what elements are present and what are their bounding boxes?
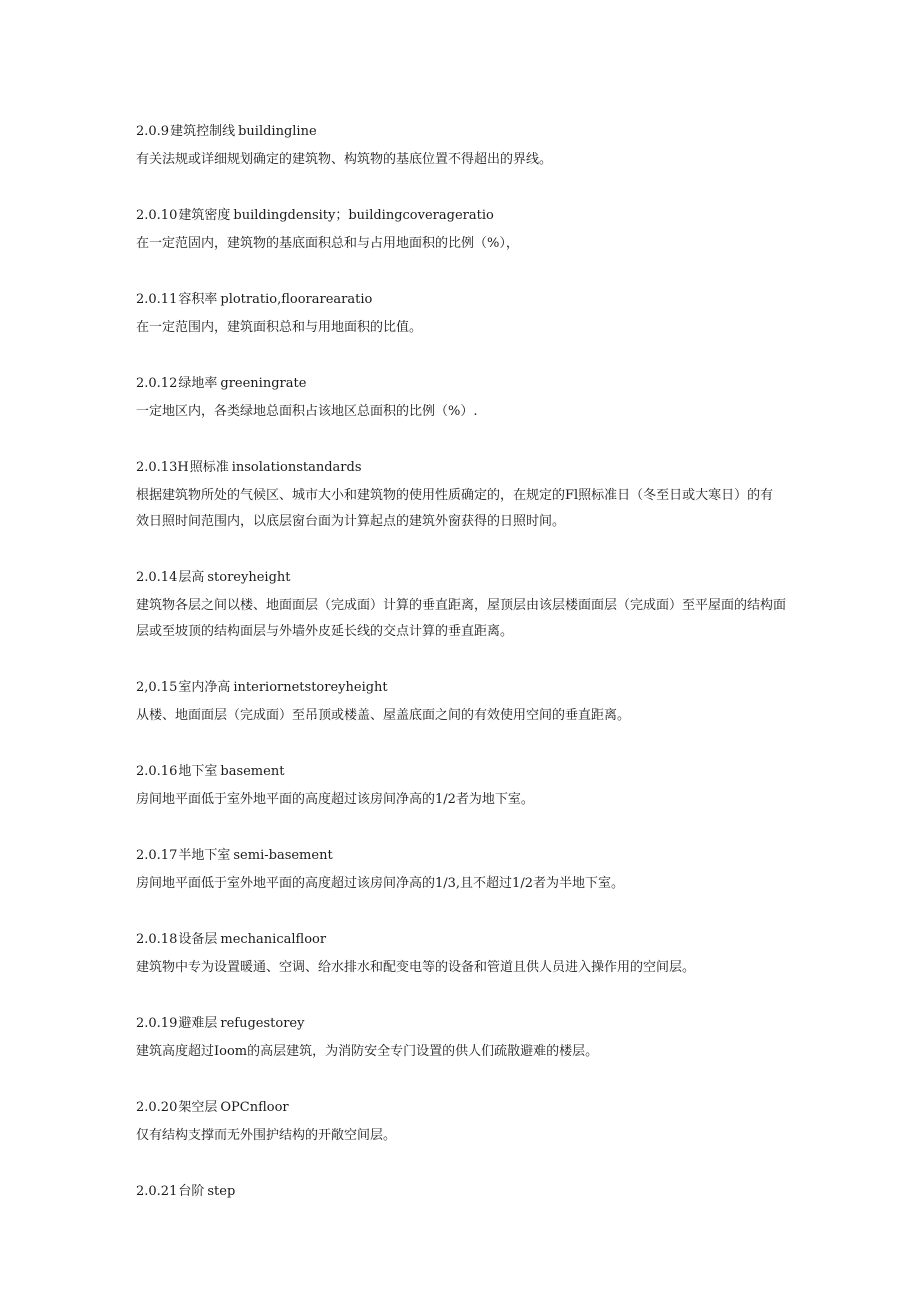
term-heading (136, 930, 786, 950)
term-definition: 仅有结构支撑而无外围护结构的开敞空间层。 (136, 1128, 397, 1143)
term-heading (136, 374, 786, 394)
term-english: storeyheight (207, 570, 291, 585)
term-heading (136, 762, 786, 782)
glossary-entry (136, 846, 786, 897)
term-english: semi-basement (233, 848, 333, 863)
term-number: 2.0.13H (136, 460, 189, 475)
term-heading (136, 122, 786, 142)
glossary-entry (136, 762, 786, 813)
term-definition: 建筑物中专为设置暖通、空调、给水排水和配变电等的设备和管道且供人员进入操作用的空间层。 (136, 960, 696, 975)
term-chinese: 半地下室 (178, 848, 231, 863)
term-english: greeningrate (220, 376, 307, 391)
glossary-entry (136, 458, 786, 535)
glossary-entry (136, 678, 786, 729)
term-chinese: 绿地率 (178, 376, 218, 391)
term-number: 2.0.16 (136, 764, 178, 779)
term-heading (136, 846, 786, 866)
term-chinese: 照标准 (189, 460, 229, 475)
term-definition: 在一定范围内，建筑面积总和与用地面积的比值。 (136, 320, 423, 335)
term-chinese: 建筑密度 (178, 208, 231, 223)
term-english: basement (220, 764, 285, 779)
term-heading (136, 1182, 786, 1202)
glossary-entry (136, 1182, 786, 1202)
term-number: 2.0.14 (136, 570, 178, 585)
glossary-entry (136, 374, 786, 425)
term-english: step (207, 1184, 236, 1199)
term-chinese: 台阶 (178, 1184, 205, 1199)
term-heading (136, 458, 786, 478)
term-number: 2.0.17 (136, 848, 178, 863)
term-english: OPCnfloor (220, 1100, 289, 1115)
term-english: refugestorey (220, 1016, 305, 1031)
term-chinese: 地下室 (178, 764, 218, 779)
term-chinese: 室内净高 (178, 680, 231, 695)
term-chinese: 容积率 (178, 292, 218, 307)
term-heading (136, 678, 786, 698)
term-number: 2.0.9 (136, 124, 170, 139)
term-number: 2.0.20 (136, 1100, 178, 1115)
glossary-entry (136, 930, 786, 981)
term-number: 2.0.12 (136, 376, 178, 391)
glossary-entry (136, 1014, 786, 1065)
term-english: buildingline (238, 124, 317, 139)
term-chinese: 建筑控制线 (170, 124, 236, 139)
glossary-entry (136, 290, 786, 341)
term-number: 2.0.18 (136, 932, 178, 947)
glossary-entry (136, 568, 786, 645)
term-number: 2.0.10 (136, 208, 178, 223)
term-number: 2.0.21 (136, 1184, 178, 1199)
term-definition: 房间地平面低于室外地平面的高度超过该房间净高的1/3,且不超过1/2者为半地下室。 (136, 876, 624, 891)
term-heading (136, 1014, 786, 1034)
term-english: mechanicalfloor (220, 932, 327, 947)
term-english: buildingdensity；buildingcoverageratio (233, 208, 494, 223)
document-page (136, 122, 786, 1202)
term-definition: 从楼、地面面层（完成面）至吊顶或楼盖、屋盖底面之间的有效使用空间的垂直距离。 (136, 708, 631, 723)
term-chinese: 架空层 (178, 1100, 218, 1115)
term-definition: 在一定范固内，建筑物的基底面积总和与占用地面积的比例（%）， (136, 236, 519, 251)
term-english: interiornetstoreyheight (233, 680, 388, 695)
term-definition: 一定地区内，各类绿地总面积占该地区总面积的比例（%）. (136, 404, 478, 419)
term-chinese: 设备层 (178, 932, 218, 947)
term-definition: 房间地平面低于室外地平面的高度超过该房间净高的1/2者为地下室。 (136, 792, 534, 807)
term-heading (136, 206, 786, 226)
glossary-entry (136, 122, 786, 173)
term-english: plotratio,floorarearatio (220, 292, 373, 307)
term-chinese: 避难层 (178, 1016, 218, 1031)
term-heading (136, 568, 786, 588)
term-number: 2,0.15 (136, 680, 178, 695)
glossary-entry (136, 206, 786, 257)
term-heading (136, 1098, 786, 1118)
term-heading (136, 290, 786, 310)
term-number: 2.0.19 (136, 1016, 178, 1031)
glossary-entry (136, 1098, 786, 1149)
term-number: 2.0.11 (136, 292, 178, 307)
term-chinese: 层高 (178, 570, 205, 585)
term-definition: 建筑高度超过Ioom的高层建筑，为消防安全专门设置的供人们疏散避难的楼层。 (136, 1044, 599, 1059)
term-definition: 建筑物各层之间以楼、地面面层（完成面）计算的垂直距离，屋顶层由该层楼面面层（完成面）至平屋面的结构面层或至坡顶的结构面层与外墙外皮延长线的交点计算的垂直距离。 (136, 598, 787, 639)
term-english: insolationstandards (231, 460, 362, 475)
term-definition: 根据建筑物所处的气候区、城市大小和建筑物的使用性质确定的，在规定的Fl照标准日（冬至日或大寒日）的有效日照时间范围内，以底层窗台面为计算起点的建筑外窗获得的日照时间。 (136, 488, 774, 529)
term-definition: 有关法规或详细规划确定的建筑物、构筑物的基底位置不得超出的界线。 (136, 152, 553, 167)
